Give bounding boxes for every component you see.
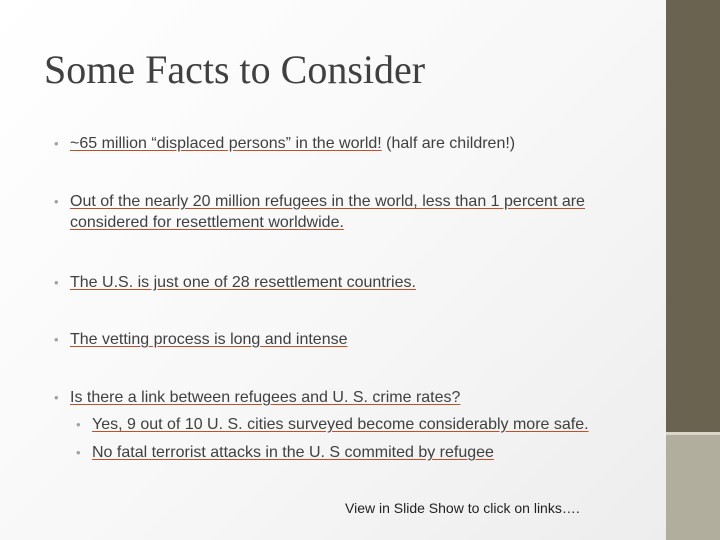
bullet-item [54, 191, 644, 233]
bullet-dot: • [54, 275, 59, 290]
bullet-link[interactable]: The vetting process is long and intense [70, 331, 348, 348]
sub-bullet-item [76, 414, 646, 435]
bullet-item [54, 329, 644, 350]
slideshow-note: View in Slide Show to click on links…. [345, 500, 580, 516]
bullet-dot: • [76, 417, 81, 432]
sub-bullet-link[interactable]: Yes, 9 out of 10 U. S. cities surveyed become considerably more safe. [92, 416, 589, 433]
bullet-item [54, 387, 644, 408]
bullet-link[interactable]: The U.S. is just one of 28 resettlement countries. [70, 274, 416, 291]
bullet-dot: • [54, 136, 59, 151]
bullet-link[interactable]: Out of the nearly 20 million refugees in the world, less than 1 percent are considered for resettlement worldwide. [70, 193, 585, 231]
sidebar-light-band [666, 432, 720, 540]
bullet-text: (half are children!) [381, 135, 516, 152]
slide-title: Some Facts to Consider [44, 47, 426, 92]
bullet-item [54, 272, 644, 293]
sub-bullet-item [76, 442, 646, 463]
bullet-item [54, 133, 644, 154]
bullet-dot: • [54, 332, 59, 347]
bullet-dot: • [54, 390, 59, 405]
bullet-dot: • [76, 445, 81, 460]
sidebar-dark-band [666, 0, 720, 432]
bullet-link[interactable]: ~65 million “displaced persons” in the world! [70, 135, 382, 152]
bullet-link[interactable]: Is there a link between refugees and U. S. crime rates? [70, 389, 461, 406]
sub-bullet-link[interactable]: No fatal terrorist attacks in the U. S commited by refugee [92, 444, 494, 461]
bullet-dot: • [54, 194, 59, 209]
